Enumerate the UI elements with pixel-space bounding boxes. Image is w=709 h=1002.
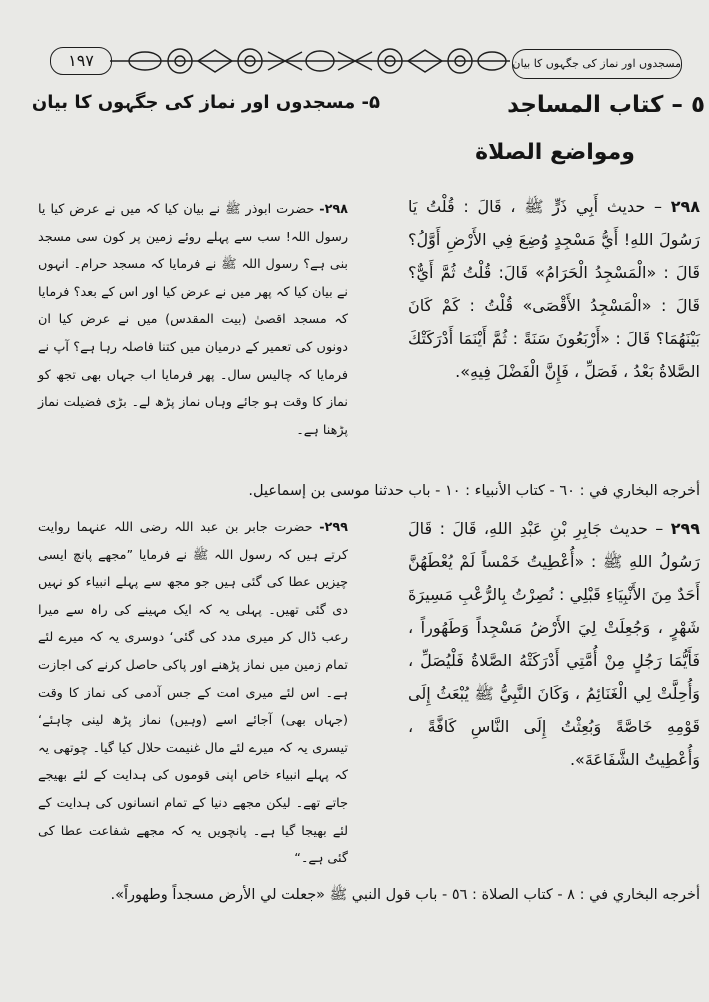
hadith-299-urdu-text: حضرت جابر بن عبد اللہ رضی اللہ عنہما روایت کرتے ہیں کہ رسول اللہ ﷺ نے فرمایا ”مجھے پانچ ایسی چیزیں عطا کی گئی ہیں جو مجھ سے پہلے انبیاء کو نہیں دی گئی تھیں۔ پہلی یہ کہ ایک مہینے کی راہ سے میرا رعب ڈال کر میری مدد کی گئی‘ دوسری یہ کہ میرے لئے تمام زمین میں نماز پڑھنے اور پاکی حاصل کرنے کی اجازت ہے۔ اس لئے میری امت کے جس آدمی کی نماز کا وقت (جہاں بھی) آجائے اسے (وہیں) نماز پڑھ لینی چاہئے‘ تیسری یہ کہ میرے لئے مال غنیمت حلال کیا گیا۔ چوتھی یہ کہ پہلے انبیاء خاص اپنی قوموں کی ہدایت کے لئے بھیجے جاتے تھے۔ لیکن مجھے دنیا کے تمام انسانوں کی ہدایت کے لئے بھیجا گیا ہے۔ پانچویں یہ کہ مجھے شفاعت عطا کی گئی ہے۔“: [38, 520, 348, 867]
hadith-298-urdu: [38, 196, 348, 444]
hadith-298-urdu-text: حضرت ابوذر ﷺ نے بیان کیا کہ میں نے عرض کیا یا رسول اللہ! سب سے پہلے روئے زمین پر کون سی مسجد بنی ہے؟ رسول اللہ ﷺ نے فرمایا کہ مسجد حرام۔ انہوں نے بیان کیا کہ پھر میں نے عرض کیا اور اس کے بعد؟ فرمایا کہ مسجد اقصیٰ (بیت المقدس) میں نے عرض کیا ان دونوں کی تعمیر کے درمیان میں کتنا فاصلہ رہا ہے؟ آپ نے فرمایا کہ چالیس سال۔ پھر فرمایا اب جہاں بھی تجھ کو نماز کا وقت ہو جائے وہاں نماز پڑھ لے۔ بڑی فضیلت نماز پڑھنا ہے۔: [38, 202, 348, 438]
chapter-title-urdu: ۵- مسجدوں اور نماز کی جگہوں کا بیان: [31, 92, 380, 113]
running-head: مسجدوں اور نماز کی جگہوں کا بیان: [512, 49, 682, 79]
hadith-298-urdu-number: ۲۹۸-: [319, 202, 348, 217]
hadith-299-arabic-text: – حديث جَابِرِ بْنِ عَبْدِ اللهِ، قَالَ : قَالَ رَسُولُ اللهِ ﷺ : «أُعْطِيتُ خَمْساً لَمْ يُعْطَهُنَّ أَحَدٌ مِنَ الأَنْبِيَاءِ قَبْلِي : نُصِرْتُ بِالرُّعْبِ مَسِيرَةَ شَهْرٍ ، وَجُعِلَتْ لِيَ الأَرْضُ مَسْجِداً وَطَهُوراً ، فَأَيُّمَا رَجُلٍ مِنْ أُمَّتِي أَدْرَكَتْهُ الصَّلاةُ فَلْيُصَلِّ ، وَأُحِلَّتْ لِي الْغَنَائِمُ ، وَكَانَ النَّبِيُّ ﷺ يُبْعَثُ إِلَى قَوْمِهِ خَاصَّةً وَبُعِثْتُ إِلَى النَّاسِ كَافَّةً ، وَأُعْطِيتُ الشَّفَاعَةَ».: [408, 519, 700, 769]
hadith-299-source: أخرجه البخاري في : ٨ - كتاب الصلاة : ٥٦ - باب قول النبي ﷺ «جعلت لي الأرض مسجداً وطهوراً».: [110, 887, 700, 903]
chapter-title-arabic: ٥ – كتاب المساجد: [507, 92, 705, 118]
page-number: ۱۹۷: [50, 47, 112, 75]
hadith-299-urdu: [38, 514, 348, 873]
chapter-subtitle-arabic: ومواضع الصلاة: [475, 140, 635, 165]
hadith-298-source: أخرجه البخاري في : ٦٠ - كتاب الأنبياء : ١٠ - باب حدثنا موسى بن إسماعيل.: [248, 483, 700, 499]
hadith-299-arabic: [408, 512, 700, 776]
hadith-298-number: ٢٩٨: [670, 197, 700, 216]
hadith-298-arabic: [408, 190, 700, 388]
hadith-299-urdu-number: ۲۹۹-: [319, 520, 348, 535]
hadith-298-arabic-text: – حديث أَبِي ذَرٍّ ﷺ ، قَالَ : قُلْتُ يَا رَسُولَ اللهِ! أَيُّ مَسْجِدٍ وُضِعَ فِي الأَرْضِ أَوَّلُ؟ قَالَ : «الْمَسْجِدُ الْحَرَامُ» قَالَ: قُلْتُ ثُمَّ أَيٌّ؟ قَالَ : «الْمَسْجِدُ الأَقْصَى» قُلْتُ : كَمْ كَانَ بَيْنَهُمَا؟ قَالَ : «أَرْبَعُونَ سَنَةً : ثُمَّ أَيْنَمَا أَدْرَكَتْكَ الصَّلاةُ بَعْدُ ، فَصَلِّ ، فَإِنَّ الْفَضْلَ فِيهِ».: [408, 197, 700, 381]
hadith-299-number: ٢٩٩: [670, 519, 700, 538]
